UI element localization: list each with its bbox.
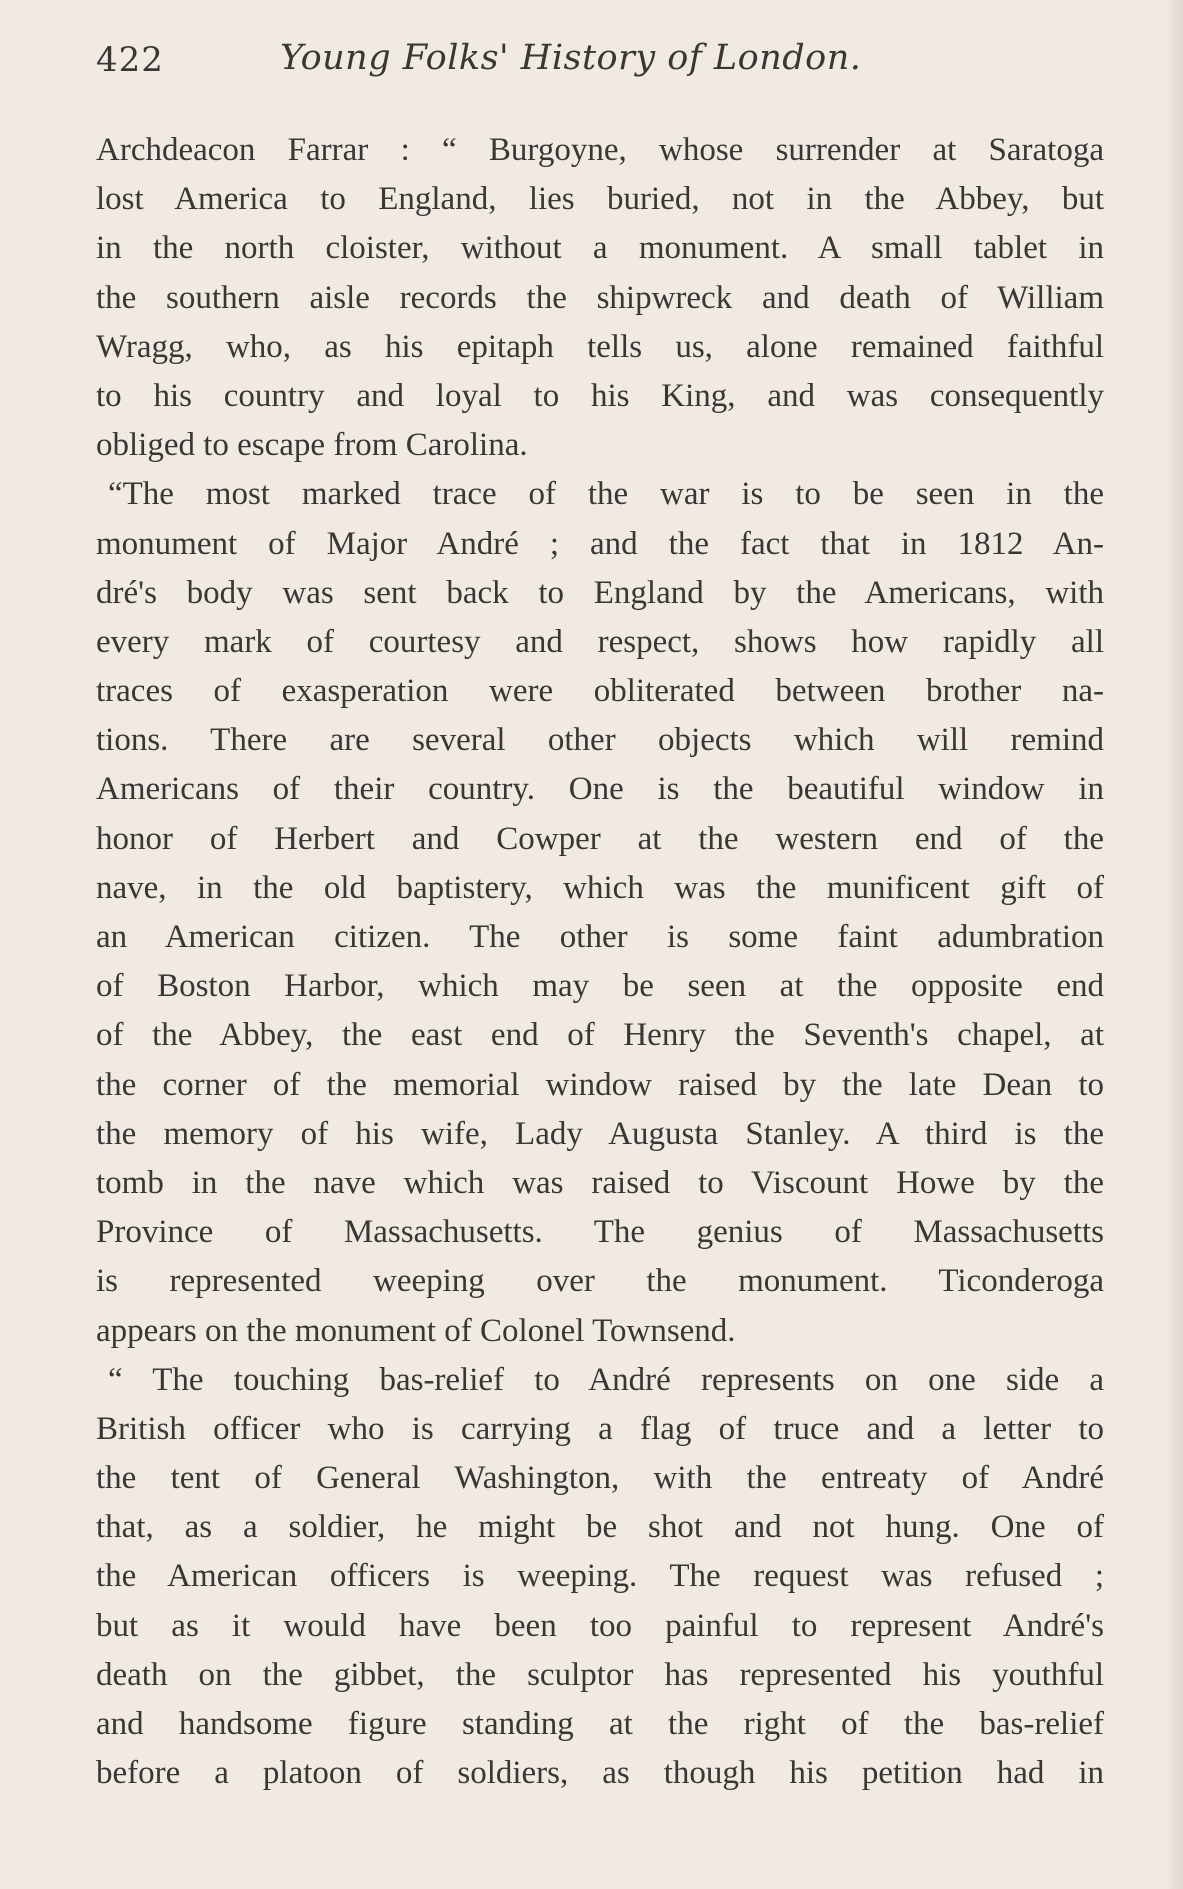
text-line: is represented weeping over the monument. Ticonderoga bbox=[96, 1263, 1104, 1300]
text-line: obliged to escape from Carolina. bbox=[96, 427, 528, 464]
text-line: Archdeacon Farrar : “ Burgoyne, whose surrender at Saratoga bbox=[96, 132, 1104, 168]
text-line: dré's body was sent back to England by the Americans, with bbox=[96, 574, 1104, 611]
body-text bbox=[96, 126, 1104, 1798]
text-line: the American officers is weeping. The request was refused ; bbox=[96, 1558, 1104, 1595]
text-line: to his country and loyal to his King, and was consequently bbox=[96, 377, 1104, 414]
page-header bbox=[96, 36, 1096, 96]
text-line: Americans of their country. One is the beautiful window in bbox=[96, 771, 1104, 808]
text-line: tomb in the nave which was raised to Viscount Howe by the bbox=[96, 1164, 1104, 1201]
text-line: of the Abbey, the east end of Henry the Seventh's chapel, at bbox=[96, 1017, 1104, 1054]
text-line: appears on the monument of Colonel Townsend. bbox=[96, 1312, 736, 1349]
text-line: death on the gibbet, the sculptor has represented his youthful bbox=[96, 1656, 1104, 1693]
text-line: Province of Massachusetts. The genius of Massachusetts bbox=[96, 1214, 1104, 1251]
text-line: in the north cloister, without a monument. A small tablet in bbox=[96, 230, 1104, 267]
text-line: that, as a soldier, he might be shot and not hung. One of bbox=[96, 1509, 1104, 1546]
text-line: of Boston Harbor, which may be seen at the opposite end bbox=[96, 968, 1104, 1005]
text-line: tions. There are several other objects which will remind bbox=[96, 722, 1104, 759]
text-line: an American citizen. The other is some faint adumbration bbox=[96, 919, 1104, 955]
text-line: honor of Herbert and Cowper at the western end of the bbox=[96, 820, 1104, 857]
page-number: 422 bbox=[96, 40, 164, 80]
text-line: and handsome figure standing at the right of the bas-relief bbox=[96, 1706, 1104, 1742]
running-title: Young Folks' History of London. bbox=[280, 38, 862, 78]
page-edge-shadow bbox=[1169, 0, 1183, 1889]
text-line: monument of Major André ; and the fact that in 1812 An- bbox=[96, 525, 1104, 562]
text-line: every mark of courtesy and respect, shows how rapidly all bbox=[96, 623, 1104, 660]
text-line: “ The touching bas-relief to André represents on one side a bbox=[108, 1361, 1104, 1398]
text-line: the memory of his wife, Lady Augusta Stanley. A third is the bbox=[96, 1115, 1104, 1152]
text-line: nave, in the old baptistery, which was the munificent gift of bbox=[96, 869, 1104, 906]
text-line: traces of exasperation were obliterated between brother na- bbox=[96, 673, 1104, 710]
text-line: British officer who is carrying a flag of truce and a letter to bbox=[96, 1410, 1104, 1447]
text-line: before a platoon of soldiers, as though his petition had in bbox=[96, 1755, 1104, 1792]
text-line: lost America to England, lies buried, not in the Abbey, but bbox=[96, 181, 1104, 218]
text-line: Wragg, who, as his epitaph tells us, alone remained faithful bbox=[96, 328, 1104, 365]
text-line: the tent of General Washington, with the entreaty of André bbox=[96, 1460, 1104, 1497]
text-line: the southern aisle records the shipwreck and death of William bbox=[96, 279, 1104, 316]
text-line: “The most marked trace of the war is to be seen in the bbox=[108, 476, 1104, 513]
text-line: but as it would have been too painful to represent André's bbox=[96, 1607, 1104, 1644]
text-line: the corner of the memorial window raised by the late Dean to bbox=[96, 1066, 1104, 1103]
